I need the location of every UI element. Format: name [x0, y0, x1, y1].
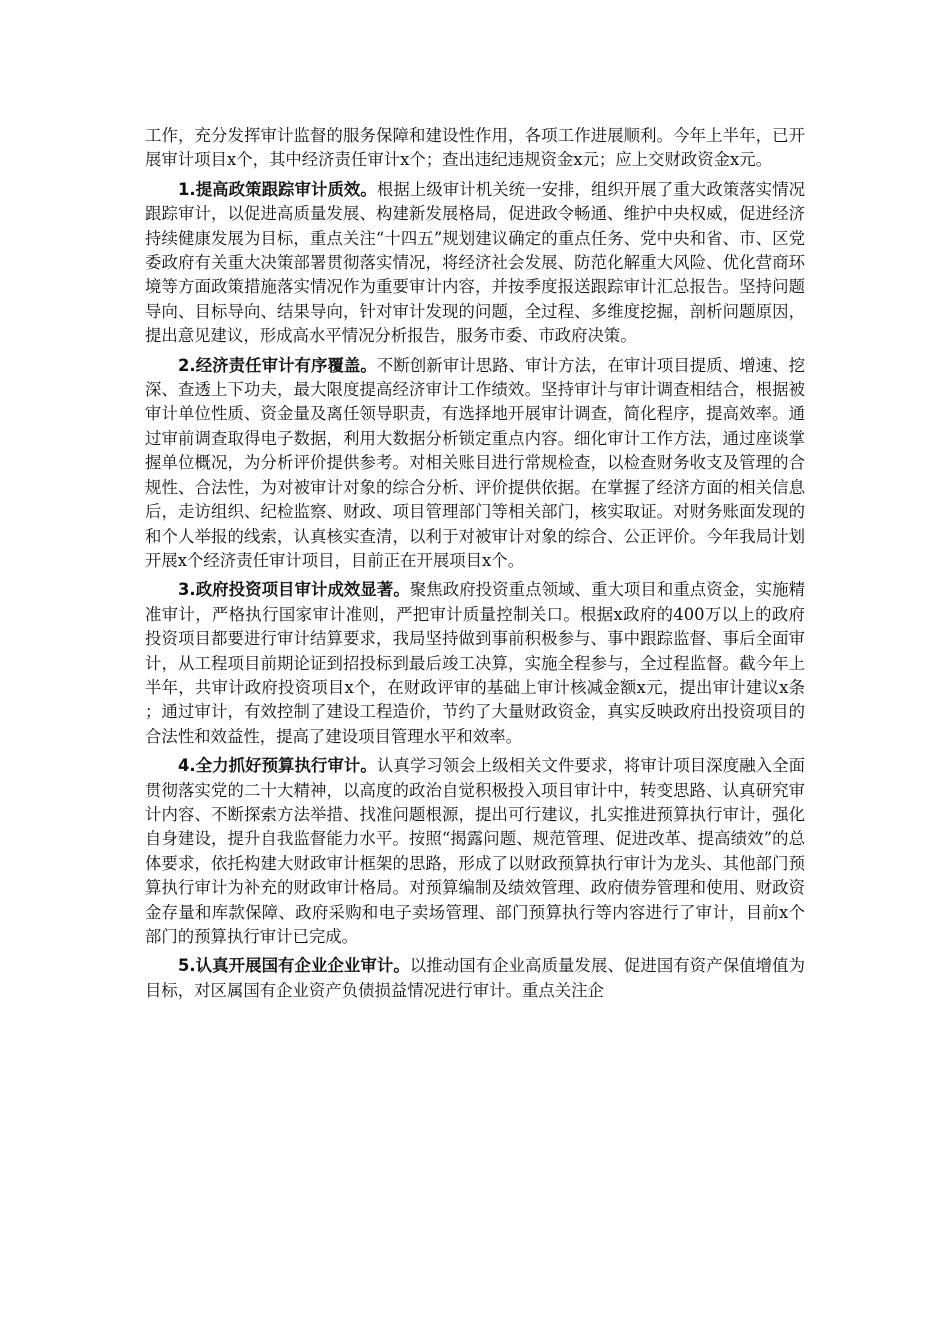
section-heading: 2.经济责任审计有序覆盖。: [178, 355, 377, 375]
paragraph-body: 聚焦政府投资重点领域、重大项目和重点资金，实施精准审计，严格执行国家审计准则，严把审计质量控制关口。根据x政府的400万以上的政府投资项目都要进行审计结算要求，我局坚持做到事前积极参与、事中跟踪监督、事后全面审计，从工程项目前期论证到招投标到最后竣工决算，实施全程参与，全过程监督。截今年上半年，共审计政府投资项目x个，在财政评审的基础上审计核减金额x元，提出审计建议x条；通过审计，有效控制了建设工程造价，节约了大量财政资金，真实反映政府出投资项目的合法性和效益性，提高了建设项目管理水平和效率。: [145, 580, 805, 746]
paragraph-policy-audit: [145, 178, 805, 349]
paragraph-soe-audit: [145, 954, 805, 1003]
paragraph-body: 以推动国有企业高质量发展、促进国有资产保值增值为目标，对区属国有企业资产负债损益情况进行审计。重点关注企: [145, 956, 805, 1000]
section-heading: 5.认真开展国有企业企业审计。: [178, 956, 410, 976]
paragraph-body: 不断创新审计思路、审计方法，在审计项目提质、增速、挖深、查透上下功夫，最大限度提高经济审计工作绩效。坚持审计与审计调查相结合，根据被审计单位性质、资金量及离任领导职责，有选择地开展审计调查，简化程序，提高效率。通过审前调查取得电子数据，利用大数据分析锁定重点内容。细化审计工作方法，通过座谈掌握单位概况，为分析评价提供参考。对相关账目进行常规检查，以检查财务收支及管理的合规性、合法性，为对被审计对象的综合分析、评价提供依据。在掌握了经济方面的相关信息后，走访组织、纪检监察、财政、项目管理部门等相关部门，核实取证。对财务账面发现的和个人举报的线索，认真核实查清，以利于对被审计对象的综合、公正评价。今年我局计划开展x个经济责任审计项目，目前正在开展项目x个。: [145, 355, 805, 570]
paragraph-economic-responsibility-audit: [145, 354, 805, 574]
paragraph-body: 工作，充分发挥审计监督的服务保障和建设性作用，各项工作进展顺利。今年上半年，已开展审计项目x个，其中经济责任审计x个；查出违纪违规资金x元；应上交财政资金x元。: [145, 126, 805, 170]
paragraph-body: 认真学习领会上级相关文件要求，将审计项目深度融入全面贯彻落实党的二十大精神，以高度的政治自觉积极投入项目审计中，转变思路、认真研究审计内容、不断探索方法举措、找准问题根源，提出可行建议，扎实推进预算执行审计，强化自身建设，提升自我监督能力水平。按照“揭露问题、规范管理、促进改革、提高绩效”的总体要求，依托构建大财政审计框架的思路，形成了以财政预算执行审计为龙头、其他部门预算执行审计为补充的财政审计格局。对预算编制及绩效管理、政府债券管理和使用、财政资金存量和库款保障、政府采购和电子卖场管理、部门预算执行等内容进行了审计，目前x个部门的预算执行审计已完成。: [145, 756, 805, 946]
section-heading: 1.提高政策跟踪审计质效。: [178, 179, 377, 199]
paragraph-investment-audit: [145, 578, 805, 749]
section-heading: 4.全力抓好预算执行审计。: [178, 756, 377, 776]
paragraph-body: 根据上级审计机关统一安排，组织开展了重大政策落实情况跟踪审计，以促进高质量发展、构建新发展格局，促进政令畅通、维护中央权威，促进经济持续健康发展为目标，重点关注“十四五”规划建议确定的重点任务、党中央和省、市、区党委政府有关重大决策部署贯彻落实情况，将经济社会发展、防范化解重大风险、优化营商环境等方面政策措施落实情况作为重要审计内容，并按季度报送跟踪审计汇总报告。坚持问题导向、目标导向、结果导向，针对审计发现的问题，全过程、多维度挖掘，剖析问题原因，提出意见建议，形成高水平情况分析报告，服务市委、市政府决策。: [145, 179, 805, 346]
section-heading: 3.政府投资项目审计成效显著。: [178, 580, 410, 600]
paragraph-intro: [145, 124, 805, 173]
document-page: [145, 124, 805, 1003]
paragraph-budget-audit: [145, 754, 805, 949]
